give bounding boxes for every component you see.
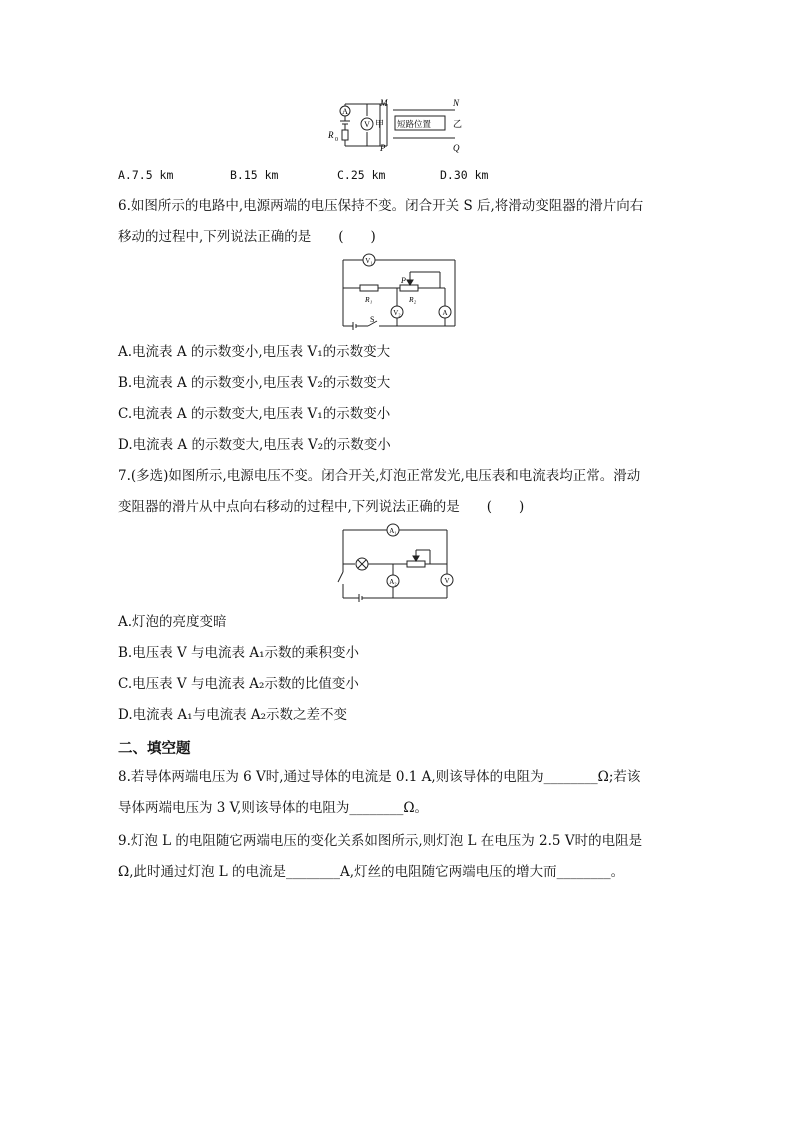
- q6-option-c: C.电流表 A 的示数变大,电压表 V₁的示数变小: [118, 406, 391, 422]
- fig5-q-label: Q: [453, 143, 460, 153]
- fig5-yi-label: 乙: [453, 119, 463, 129]
- q9-line1: 9.灯泡 L 的电阻随它两端电压的变化关系如图所示,则灯泡 L 在电压为 2.5 V时的电阻是: [118, 833, 643, 849]
- q6-r1-label: R₁: [365, 295, 373, 304]
- short-circuit-figure: [325, 96, 475, 158]
- q6-stem-line1: 6.如图所示的电路中,电源两端的电压保持不变。闭合开关 S 后,将滑动变阻器的滑片向右: [118, 198, 644, 214]
- q7-a2-label: A₂: [389, 578, 397, 586]
- q6-option-a: A.电流表 A 的示数变小,电压表 V₁的示数变大: [118, 344, 391, 360]
- fig5-ammeter-label: A: [342, 107, 348, 116]
- q5-option-a: A.7.5 km: [118, 168, 174, 182]
- q6-v1-label: V₁: [365, 257, 373, 265]
- q8-line1: 8.若导体两端电压为 6 V时,通过导体的电流是 0.1 A,则该导体的电阻为________Ω;若该: [118, 769, 641, 785]
- fig5-voltmeter-label: V: [364, 120, 370, 129]
- q6-slider-p-label: P: [401, 276, 406, 285]
- q7-stem-line2: 变阻器的滑片从中点向右移动的过程中,下列说法正确的是 ( ): [118, 499, 525, 515]
- q6-option-d: D.电流表 A 的示数变大,电压表 V₂的示数变小: [118, 437, 391, 453]
- q8-line2: 导体两端电压为 3 V,则该导体的电阻为________Ω。: [118, 800, 429, 816]
- q7-stem-line1: 7.(多选)如图所示,电源电压不变。闭合开关,灯泡正常发光,电压表和电流表均正常。滑动: [118, 468, 641, 484]
- q7-a1-label: A₁: [389, 527, 397, 535]
- q7-circuit-figure: [335, 520, 460, 605]
- q6-option-b: B.电流表 A 的示数变小,电压表 V₂的示数变大: [118, 375, 391, 391]
- q9-line2: Ω,此时通过灯泡 L 的电流是________A,灯丝的电阻随它两端电压的增大而________。: [118, 864, 625, 880]
- fig5-jia-label: 甲: [375, 119, 385, 129]
- fig5-r0-label: R: [328, 130, 334, 140]
- section-heading-fill-blank: 二、填空题: [118, 741, 191, 757]
- q6-circuit-figure: [335, 250, 465, 332]
- q7-option-b: B.电压表 V 与电流表 A₁示数的乘积变小: [118, 645, 359, 661]
- fig5-p-label: P: [380, 143, 386, 153]
- q7-voltmeter-label: V: [444, 577, 450, 585]
- q5-option-d: D.30 km: [440, 168, 489, 182]
- q5-option-b: B.15 km: [230, 168, 279, 182]
- q7-option-c: C.电压表 V 与电流表 A₂示数的比值变小: [118, 676, 359, 692]
- q6-r2-label: R₂: [409, 295, 417, 304]
- fig5-m-label: M: [380, 98, 388, 108]
- q6-stem-line2: 移动的过程中,下列说法正确的是 ( ): [118, 229, 376, 245]
- fig5-n-label: N: [453, 98, 460, 108]
- fig5-short-label: 短路位置: [397, 119, 432, 129]
- q7-option-d: D.电流表 A₁与电流表 A₂示数之差不变: [118, 707, 348, 723]
- q6-ammeter-label: A: [442, 309, 448, 317]
- q7-option-a: A.灯泡的亮度变暗: [118, 614, 227, 630]
- q6-switch-label: S: [370, 315, 375, 324]
- q5-option-c: C.25 km: [337, 168, 386, 182]
- q6-v2-label: V₂: [393, 309, 401, 317]
- fig5-r0-sub: 0: [335, 137, 338, 143]
